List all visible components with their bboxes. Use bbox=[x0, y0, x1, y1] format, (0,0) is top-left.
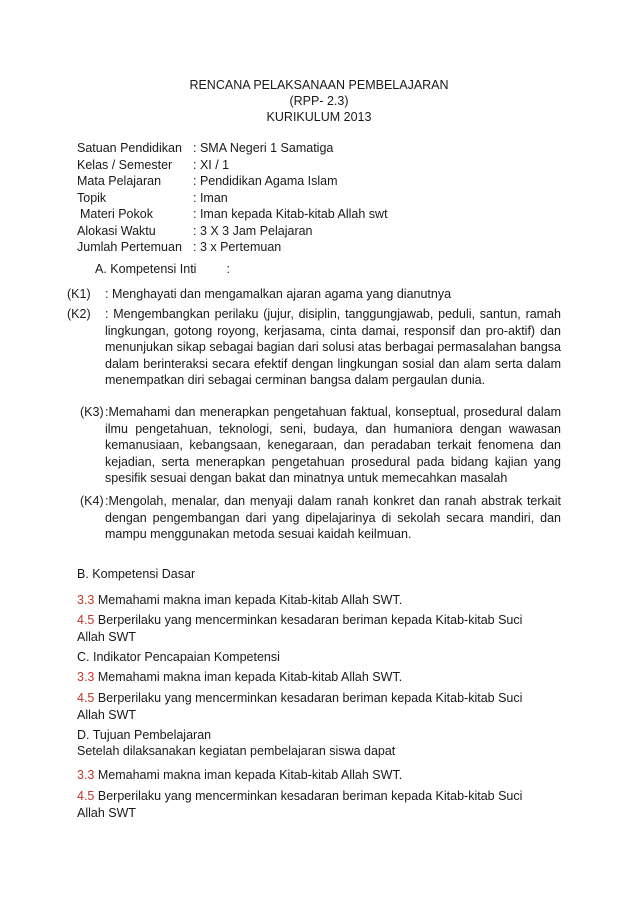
curriculum-label: KURIKULUM 2013 bbox=[266, 110, 372, 124]
kompetensi-inti-heading bbox=[95, 262, 230, 276]
identity-row bbox=[77, 239, 388, 256]
tujuan-item bbox=[77, 788, 547, 821]
rpp-code: (RPP- 2.3) bbox=[289, 94, 349, 108]
document-header bbox=[100, 77, 538, 125]
identity-value: : Iman bbox=[193, 190, 228, 205]
ki-text: :Memahami dan menerapkan pengetahuan faktual, konseptual, prosedural dalam ilmu pengetahuan, teknologi, seni, budaya, dan humaniora dengan wawasan kemanusiaan, kebangsaan, kenegaraan, dan peradaban terkait fenomena dan kejadian, serta menerapkan pengetahuan prosedural pada bidang kajian yang spesifik sesuai dengan bakat dan minatnya untuk memecahkan masalah bbox=[105, 405, 561, 485]
tujuan-text: Berperilaku yang mencerminkan kesadaran beriman kepada Kitab-kitab Suci Allah SWT bbox=[77, 789, 523, 820]
indikator-number: 4.5 bbox=[77, 691, 95, 705]
identity-row bbox=[77, 157, 388, 174]
indikator-item bbox=[77, 690, 547, 723]
ki-code: (K1) bbox=[67, 287, 91, 301]
kompetensi-dasar-item bbox=[77, 592, 547, 609]
identity-row bbox=[77, 190, 388, 207]
ki-text: :Mengolah, menalar, dan menyaji dalam ranah konkret dan ranah abstrak terkait dengan pengembangan dari yang dipelajarinya di sekolah secara mandiri, dan mampu menggunakan metoda sesuai kaidah keilmuan. bbox=[105, 494, 561, 541]
identity-row bbox=[77, 140, 388, 157]
kompetensi-dasar-item bbox=[77, 612, 547, 645]
identity-key: Topik bbox=[77, 190, 107, 205]
indikator-number: 3.3 bbox=[77, 670, 95, 684]
identity-row bbox=[77, 173, 388, 190]
kd-number: 3.3 bbox=[77, 593, 95, 607]
tujuan-text: Memahami makna iman kepada Kitab-kitab Allah SWT. bbox=[94, 768, 403, 782]
indikator-text: Memahami makna iman kepada Kitab-kitab Allah SWT. bbox=[94, 670, 403, 684]
tujuan-subtitle: Setelah dilaksanakan kegiatan pembelajaran siswa dapat bbox=[77, 744, 396, 758]
identity-key: Jumlah Pertemuan bbox=[77, 240, 182, 254]
identity-key: Materi Pokok bbox=[80, 207, 153, 221]
ki-code: (K4) bbox=[80, 494, 104, 508]
identity-key: Satuan Pendidikan bbox=[77, 141, 182, 155]
identity-key: Alokasi Waktu bbox=[77, 223, 156, 238]
identity-value: : 3 x Pertemuan bbox=[193, 240, 282, 254]
kd-text: Memahami makna iman kepada Kitab-kitab Allah SWT. bbox=[94, 593, 403, 607]
kompetensi-inti-item bbox=[67, 493, 561, 543]
identity-value: : 3 X 3 Jam Pelajaran bbox=[193, 223, 313, 238]
identity-row bbox=[77, 206, 388, 223]
identity-value: : Pendidikan Agama Islam bbox=[193, 174, 338, 188]
tujuan-item bbox=[77, 767, 547, 784]
identity-table bbox=[77, 140, 388, 256]
kompetensi-inti-colon: : bbox=[226, 262, 230, 276]
kompetensi-inti-title: A. Kompetensi Inti bbox=[95, 262, 197, 276]
identity-value: : SMA Negeri 1 Samatiga bbox=[193, 141, 334, 155]
tujuan-number: 4.5 bbox=[77, 789, 95, 803]
kd-text: Berperilaku yang mencerminkan kesadaran beriman kepada Kitab-kitab Suci Allah SWT bbox=[77, 613, 523, 644]
ki-code: (K3) bbox=[80, 405, 104, 419]
kompetensi-dasar-title: B. Kompetensi Dasar bbox=[77, 567, 196, 581]
identity-row bbox=[77, 223, 388, 240]
document-title: RENCANA PELAKSANAAN PEMBELAJARAN bbox=[189, 78, 449, 92]
identity-value: : XI / 1 bbox=[193, 157, 230, 172]
ki-text: : Menghayati dan mengamalkan ajaran agama yang dianutnya bbox=[105, 287, 452, 301]
indikator-title: C. Indikator Pencapaian Kompetensi bbox=[77, 650, 280, 664]
ki-code: (K2) bbox=[67, 307, 91, 321]
kd-number: 4.5 bbox=[77, 613, 95, 627]
identity-key: Kelas / Semester bbox=[77, 157, 173, 172]
tujuan-number: 3.3 bbox=[77, 768, 95, 782]
ki-text: : Mengembangkan perilaku (jujur, disiplin, tanggungjawab, peduli, santun, ramah lingkungan, gotong royong, kerjasama, cinta damai, responsif dan pro-aktif) dan menunjukan sikap sebagai bagian dari solusi atas berbagai permasalahan bangsa dalam berinteraksi secara efektif dengan lingkungan sosial dan alam serta dalam menempatkan diri sebagai cerminan bangsa dalam pergaulan dunia. bbox=[105, 307, 561, 387]
indikator-item bbox=[77, 669, 547, 686]
kompetensi-inti-item bbox=[67, 306, 561, 389]
kompetensi-inti-item bbox=[67, 404, 561, 487]
kompetensi-inti-item bbox=[67, 286, 561, 303]
indikator-text: Berperilaku yang mencerminkan kesadaran beriman kepada Kitab-kitab Suci Allah SWT bbox=[77, 691, 523, 722]
identity-value: : Iman kepada Kitab-kitab Allah swt bbox=[193, 207, 388, 221]
identity-key: Mata Pelajaran bbox=[77, 174, 162, 188]
tujuan-title: D. Tujuan Pembelajaran bbox=[77, 728, 212, 742]
